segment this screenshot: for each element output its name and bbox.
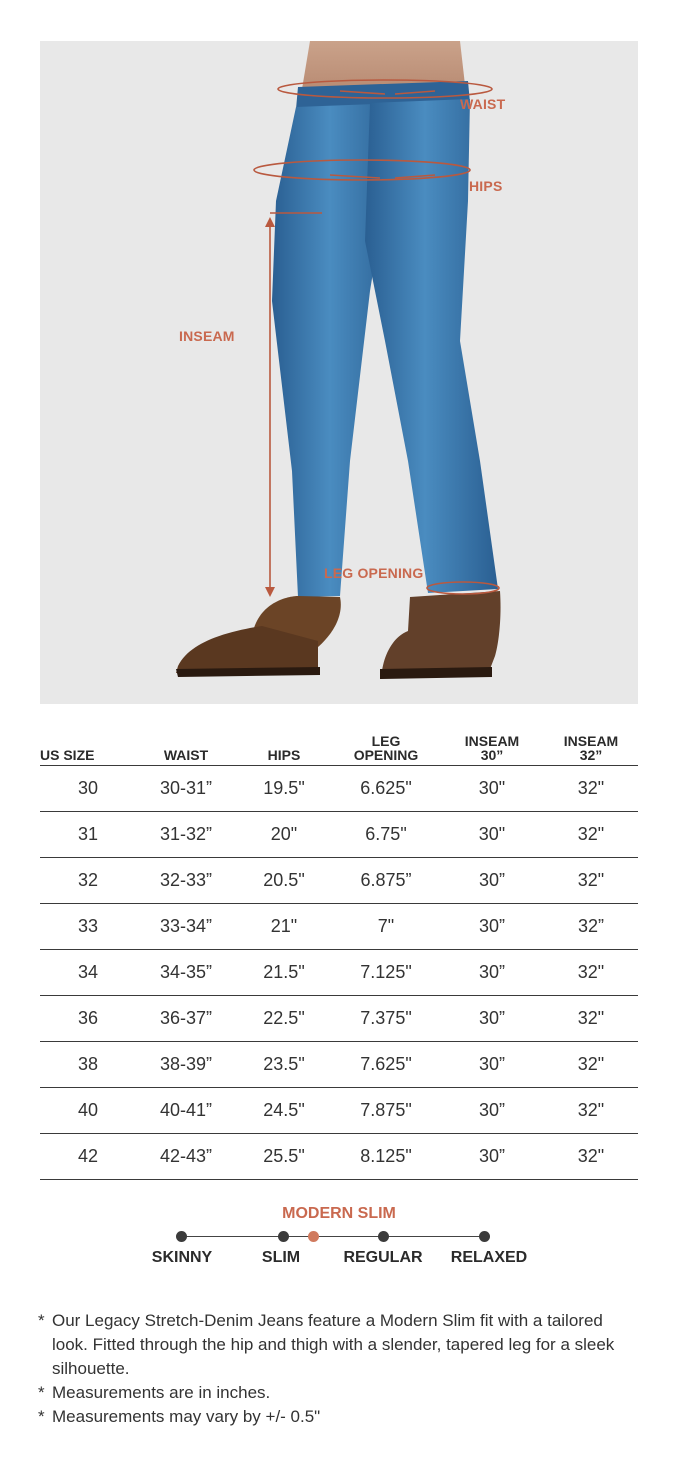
- table-cell: 6.625": [332, 766, 440, 812]
- table-cell: 7.625": [332, 1042, 440, 1088]
- hips-label: HIPS: [469, 178, 503, 194]
- table-row: [40, 904, 638, 950]
- footnote-marker: *: [38, 1407, 45, 1426]
- fit-label-skinny: SKINNY: [151, 1249, 213, 1266]
- product-photo: [40, 41, 638, 704]
- table-cell: 36-37”: [136, 996, 236, 1042]
- fit-label-relaxed: RELAXED: [450, 1249, 528, 1266]
- column-header-line: US SIZE: [40, 747, 95, 763]
- table-body: [40, 766, 638, 1180]
- table-row: [40, 858, 638, 904]
- footnote-fit-text: Our Legacy Stretch-Denim Jeans feature a Modern Slim fit with a tailored look. Fitted through the hip and thigh with a slender, tapered leg for a sleek silhouette.: [52, 1311, 615, 1378]
- table-cell: 21.5": [236, 950, 332, 996]
- table-cell: 7": [332, 904, 440, 950]
- table-cell: 30”: [440, 858, 544, 904]
- table-cell: 32": [544, 1088, 638, 1134]
- fit-dot-relaxed: [479, 1231, 490, 1242]
- table-cell: 33: [40, 904, 136, 950]
- table-cell: 22.5": [236, 996, 332, 1042]
- table-cell: 32": [544, 812, 638, 858]
- fit-label-slim: SLIM: [261, 1249, 301, 1266]
- table-cell: 21": [236, 904, 332, 950]
- column-header-line: LEG: [371, 733, 401, 749]
- table-cell: 32": [544, 1042, 638, 1088]
- column-header-line: 30”: [480, 747, 504, 763]
- table-cell: 30”: [440, 1042, 544, 1088]
- table-cell: 7.125": [332, 950, 440, 996]
- table-cell: 20": [236, 812, 332, 858]
- table-cell: 6.75": [332, 812, 440, 858]
- fit-dot-slim: [278, 1231, 289, 1242]
- column-header: [332, 718, 440, 766]
- table-row: [40, 1088, 638, 1134]
- table-cell: 32”: [544, 904, 638, 950]
- fit-dot-modern-slim: [308, 1231, 319, 1242]
- table-cell: 36: [40, 996, 136, 1042]
- size-chart-table: [40, 718, 638, 1180]
- table-cell: 8.125": [332, 1134, 440, 1180]
- column-header-line: HIPS: [267, 747, 301, 763]
- table-cell: 30”: [440, 996, 544, 1042]
- table-cell: 40: [40, 1088, 136, 1134]
- table-cell: 38-39”: [136, 1042, 236, 1088]
- table-cell: 42-43”: [136, 1134, 236, 1180]
- table-cell: 42: [40, 1134, 136, 1180]
- footnote-marker: *: [38, 1311, 45, 1330]
- table-row: [40, 812, 638, 858]
- footnote-units-text: Measurements are in inches.: [52, 1383, 271, 1402]
- table-row: [40, 996, 638, 1042]
- table-cell: 30": [440, 812, 544, 858]
- table-cell: 34-35”: [136, 950, 236, 996]
- table-cell: 23.5": [236, 1042, 332, 1088]
- right-boot-shape: [382, 591, 501, 671]
- fit-scale-line: [182, 1236, 486, 1237]
- column-header-line: INSEAM: [464, 733, 520, 749]
- table-cell: 7.375": [332, 996, 440, 1042]
- column-header: [40, 718, 136, 766]
- table-cell: 34: [40, 950, 136, 996]
- waist-label: WAIST: [460, 96, 506, 112]
- table-cell: 20.5": [236, 858, 332, 904]
- table-row: [40, 766, 638, 812]
- fit-label-regular: REGULAR: [343, 1249, 423, 1266]
- table-cell: 30-31”: [136, 766, 236, 812]
- table-row: [40, 1042, 638, 1088]
- column-header-line: 32”: [579, 747, 603, 763]
- table-cell: 32": [544, 1134, 638, 1180]
- table-cell: 32": [544, 858, 638, 904]
- table-row: [40, 950, 638, 996]
- footnotes: [38, 1309, 638, 1429]
- table-cell: 32": [544, 950, 638, 996]
- footnote: [38, 1309, 638, 1381]
- leg-opening-label: LEG OPENING: [324, 565, 424, 581]
- table-cell: 7.875": [332, 1088, 440, 1134]
- table-cell: 32-33”: [136, 858, 236, 904]
- jeans-illustration: [40, 41, 638, 704]
- table-cell: 25.5": [236, 1134, 332, 1180]
- footnote: [38, 1405, 638, 1429]
- fit-dot-regular: [378, 1231, 389, 1242]
- footnote: [38, 1381, 638, 1405]
- column-header-line: OPENING: [353, 747, 419, 763]
- table-cell: 19.5": [236, 766, 332, 812]
- table-cell: 30”: [440, 1088, 544, 1134]
- column-header: [440, 718, 544, 766]
- column-header: [236, 718, 332, 766]
- table-cell: 30: [40, 766, 136, 812]
- table-row: [40, 1134, 638, 1180]
- column-header-line: INSEAM: [563, 733, 619, 749]
- column-header: [136, 718, 236, 766]
- inseam-label: INSEAM: [179, 328, 235, 344]
- fit-scale-title: MODERN SLIM: [282, 1205, 396, 1222]
- table-cell: 6.875”: [332, 858, 440, 904]
- table-cell: 32: [40, 858, 136, 904]
- table-cell: 30": [440, 766, 544, 812]
- footnote-variance-text: Measurements may vary by +/- 0.5": [52, 1407, 321, 1426]
- right-leg-shape: [365, 99, 498, 593]
- table-cell: 33-34”: [136, 904, 236, 950]
- column-header: [544, 718, 638, 766]
- table-cell: 31-32”: [136, 812, 236, 858]
- table-cell: 30”: [440, 904, 544, 950]
- footnote-marker: *: [38, 1383, 45, 1402]
- table-header-row: [40, 718, 638, 766]
- table-cell: 40-41”: [136, 1088, 236, 1134]
- table-cell: 38: [40, 1042, 136, 1088]
- table-cell: 30”: [440, 1134, 544, 1180]
- table-cell: 32": [544, 996, 638, 1042]
- table-cell: 31: [40, 812, 136, 858]
- fit-dot-skinny: [176, 1231, 187, 1242]
- column-header-line: WAIST: [163, 747, 209, 763]
- table-cell: 24.5": [236, 1088, 332, 1134]
- table-cell: 32": [544, 766, 638, 812]
- table-cell: 30”: [440, 950, 544, 996]
